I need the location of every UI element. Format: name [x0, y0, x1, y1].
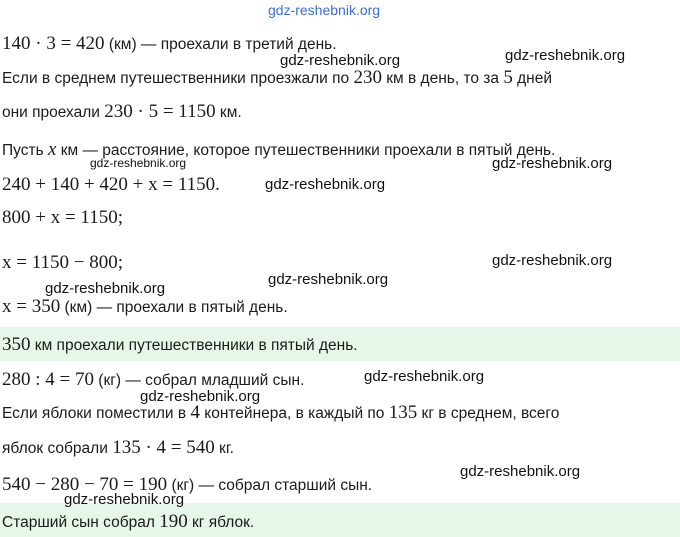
math: 540 − 280 − 70 = 190 — [2, 474, 168, 495]
line-7 — [2, 252, 123, 274]
line-8 — [2, 296, 288, 318]
text: они проехали — [2, 104, 105, 121]
math: 800 + x = 1150; — [2, 207, 124, 228]
text: кг яблок. — [187, 514, 255, 531]
text: (кг) — собрал старший сын. — [167, 477, 373, 494]
line-2 — [2, 67, 552, 89]
math: 280 : 4 = 70 — [2, 369, 94, 390]
line-11 — [2, 402, 559, 424]
text: км — расстояние, которое путешественники проехали в пятый день. — [56, 142, 556, 159]
math: x = 350 — [2, 296, 61, 317]
text: км. — [215, 104, 242, 121]
text: кг. — [214, 440, 234, 457]
watermark: gdz-reshebnik.org — [64, 491, 185, 508]
text: (км) — проехали в третий день. — [104, 36, 337, 53]
watermark: gdz-reshebnik.org — [45, 280, 166, 297]
math: 4 — [190, 402, 200, 423]
math: 135 — [388, 402, 418, 423]
text: Старший сын собрал — [2, 514, 160, 531]
text: Если в среднем путешественники проезжали по — [2, 70, 354, 87]
text: (кг) — собрал младший сын. — [94, 372, 305, 389]
text: дней — [512, 70, 553, 87]
text: Если яблоки поместили в — [2, 405, 191, 422]
text: км проехали путешественники в пятый день. — [30, 337, 358, 354]
line-6 — [2, 207, 123, 229]
text: контейнера, в каждый по — [199, 405, 389, 422]
text: км в день, то за — [381, 70, 504, 87]
math: 240 + 140 + 420 + x = 1150. — [2, 174, 220, 195]
math: 350 — [2, 334, 31, 355]
line-9 — [2, 334, 358, 356]
watermark: gdz-reshebnik.org — [460, 463, 581, 480]
line-5 — [2, 174, 220, 196]
text: (км) — проехали в пятый день. — [60, 299, 288, 316]
line-3 — [2, 101, 242, 123]
line-12 — [2, 437, 234, 459]
watermark: gdz-reshebnik.org — [492, 252, 613, 269]
watermark: gdz-reshebnik.org — [280, 52, 401, 69]
watermark: gdz-reshebnik.org — [268, 2, 381, 18]
math: 5 — [503, 67, 513, 88]
watermark: gdz-reshebnik.org — [90, 156, 187, 170]
math: 140 · 3 = 420 — [2, 33, 105, 54]
watermark: gdz-reshebnik.org — [140, 388, 261, 405]
watermark: gdz-reshebnik.org — [265, 176, 386, 193]
watermark: gdz-reshebnik.org — [364, 368, 485, 385]
math: 230 — [353, 67, 382, 88]
text: Пусть — [2, 142, 48, 159]
math: x — [47, 139, 57, 160]
math: 230 · 5 = 1150 — [104, 101, 216, 122]
watermark: gdz-reshebnik.org — [505, 47, 626, 64]
watermark: gdz-reshebnik.org — [492, 155, 613, 172]
line-14 — [2, 511, 254, 533]
text: кг в среднем, всего — [417, 405, 560, 422]
watermark: gdz-reshebnik.org — [268, 271, 389, 288]
math: x = 1150 − 800; — [2, 252, 124, 273]
line-4 — [2, 139, 555, 161]
math: 135 · 4 = 540 — [112, 437, 215, 458]
line-13 — [2, 474, 372, 496]
math: 190 — [159, 511, 188, 532]
text: яблок собрали — [2, 440, 113, 457]
